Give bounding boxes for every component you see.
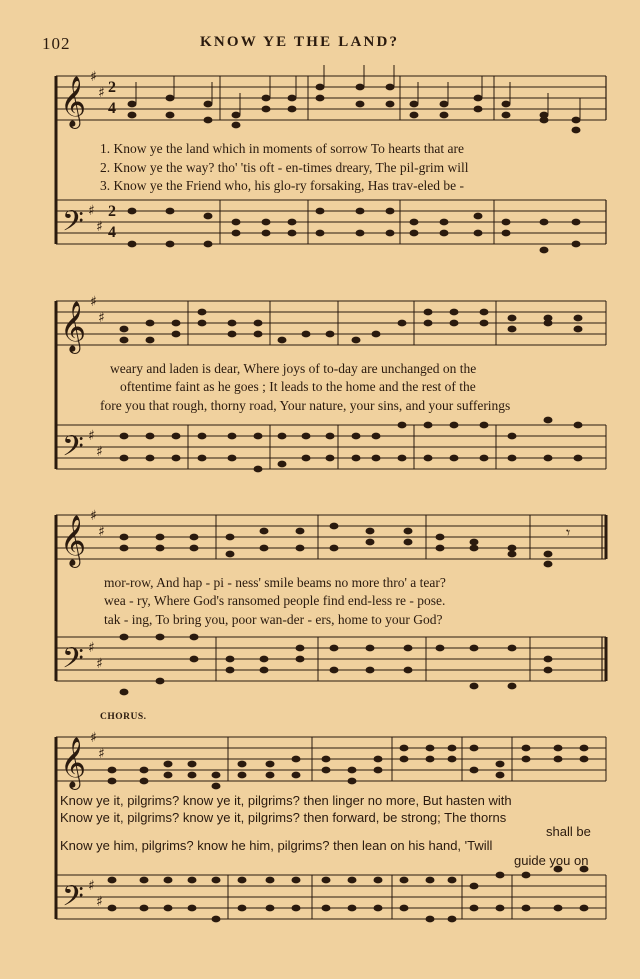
- lyric-line: Know ye him, pilgrims? know he him, pilgrims? then lean on his hand, 'Twill: [60, 838, 493, 853]
- sharp-icon: ♯: [90, 730, 97, 746]
- treble-clef-icon: 𝄞: [60, 515, 87, 566]
- lyric-line: Know ye it, pilgrims? know ye it, pilgrims? then linger no more, But hasten with: [60, 793, 512, 808]
- bass-clef-icon: 𝄢: [62, 880, 84, 920]
- lyric-line: weary and laden is dear, Where joys of to-day are unchanged on the: [110, 361, 477, 376]
- sharp-icon: ♯: [88, 878, 95, 894]
- treble-clef-icon: 𝄞: [60, 737, 87, 788]
- lyric-line: 1. Know ye the land which in moments of sorrow To hearts that are: [100, 141, 464, 156]
- bass-staff-4: [56, 875, 606, 919]
- sharp-icon: ♯: [88, 203, 95, 219]
- lyric-line: mor-row, And hap - pi - ness' smile beams no more thro' a tear?: [104, 575, 446, 590]
- lyric-line: Know ye it, pilgrims? know ye it, pilgrims? then forward, be strong; The thorns: [60, 810, 507, 825]
- sharp-icon: ♯: [88, 428, 95, 444]
- bass-clef-icon: 𝄢: [62, 205, 84, 245]
- notes-treble-4: [108, 745, 589, 790]
- svg-text:4: 4: [108, 100, 116, 117]
- lyric-line: tak - ing, To bring you, poor wan-der - ers, home to your God?: [104, 612, 443, 627]
- sharp-icon: ♯: [90, 508, 97, 524]
- svg-text:2: 2: [108, 203, 116, 220]
- sharp-icon: ♯: [88, 640, 95, 656]
- song-title: KNOW YE THE LAND?: [200, 34, 400, 50]
- sharp-icon: ♯: [96, 656, 103, 672]
- treble-clef-icon: 𝄞: [60, 76, 87, 127]
- lyric-line: 3. Know ye the Friend who, his glo-ry forsaking, Has trav-eled be -: [100, 178, 465, 193]
- bass-clef-icon: 𝄢: [62, 642, 84, 682]
- bass-clef-icon: 𝄢: [62, 430, 84, 470]
- lyric-line: shall be: [546, 824, 591, 839]
- sharp-icon: ♯: [96, 894, 103, 910]
- lyric-line: oftentime faint as he goes ; It leads to the home and the rest of the: [120, 379, 476, 394]
- chorus-label: CHORUS.: [100, 712, 147, 722]
- lyric-line: guide you on: [514, 853, 589, 868]
- sharp-icon: ♯: [98, 524, 105, 540]
- rest-icon: 𝄾: [566, 523, 571, 542]
- sharp-icon: ♯: [96, 444, 103, 460]
- sharp-icon: ♯: [96, 219, 103, 235]
- sharp-icon: ♯: [98, 85, 105, 101]
- sharp-icon: ♯: [98, 746, 105, 762]
- lyric-line: wea - ry, Where God's ransomed people find end-less re - pose.: [104, 593, 446, 608]
- sharp-icon: ♯: [90, 69, 97, 85]
- page-number: 102: [42, 34, 71, 53]
- lyric-line: 2. Know ye the way? tho' 'tis oft - en-times dreary, The pil-grim will: [100, 160, 469, 175]
- svg-text:2: 2: [108, 79, 116, 96]
- lyric-line: fore you that rough, thorny road, Your nature, your sins, and your sufferings: [100, 398, 511, 413]
- treble-clef-icon: 𝄞: [60, 301, 87, 352]
- sharp-icon: ♯: [98, 310, 105, 326]
- notes-bass-4: [108, 866, 589, 923]
- sharp-icon: ♯: [90, 294, 97, 310]
- svg-text:4: 4: [108, 224, 116, 241]
